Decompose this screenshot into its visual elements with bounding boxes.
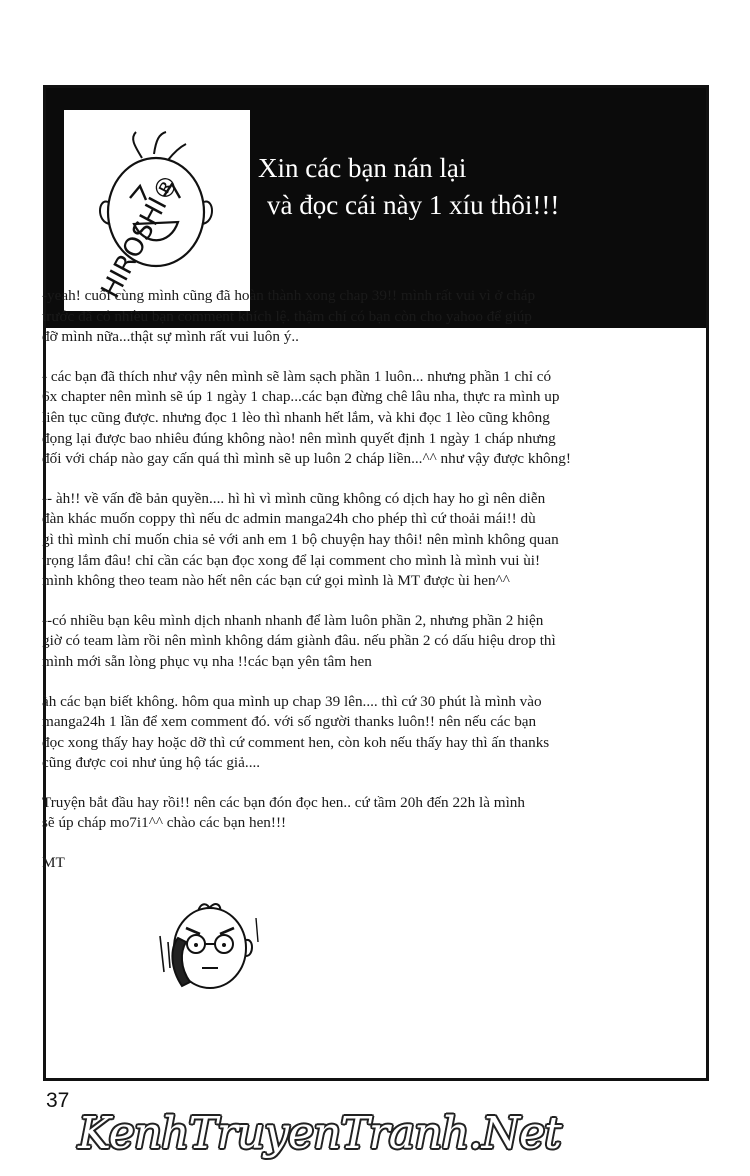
- paragraph-line: mình mới sẵn lòng phục vụ nha !!các bạn yên tâm hen: [42, 652, 372, 670]
- person-on-phone-icon: [130, 898, 260, 993]
- paragraph-3: [42, 489, 662, 592]
- paragraph-line: cũng được coi như ủng hộ tác giả....: [42, 754, 261, 772]
- phone-call-doodle: [130, 898, 260, 993]
- page-number: 37: [46, 1089, 70, 1112]
- paragraph-line: --có nhiều bạn kêu mình dịch nhanh nhanh để làm luôn phần 2, nhưng phần 2 hiện: [42, 611, 544, 629]
- paragraph-line: đỡ mình nữa...thật sự mình rất vui luôn ý..: [42, 328, 299, 346]
- paragraph-line: -- àh!! về vấn đề bản quyền.... hì hì vì mình cũng không có dịch hay ho gì nên diễn: [42, 489, 546, 507]
- paragraph-1: [42, 286, 662, 348]
- smiling-face-sketch-icon: [64, 110, 250, 311]
- paragraph-6: [42, 793, 662, 834]
- paragraph-line: liên tục cũng được. nhưng đọc 1 lèo thì nhanh hết lắm, và khi đọc 1 lèo cũng không: [42, 408, 550, 426]
- message-body: [42, 286, 662, 874]
- paragraph-4: [42, 611, 662, 673]
- sketch-signature: HIROSHI®: [95, 169, 186, 304]
- paragraph-line: đối với cháp nào gay cấn quá thì mình sẽ up luôn 2 cháp liền...^^ như vậy được không!: [42, 450, 571, 468]
- paragraph-line: đọng lại được bao nhiêu đúng không nào! nên mình quyết định 1 ngày 1 cháp nhưng: [42, 429, 556, 447]
- paragraph-line: manga24h 1 lần để xem comment đó. với số người thanks luôn!! nên nếu các bạn: [42, 713, 537, 731]
- paragraph-line: Truyện bắt đầu hay rồi!! nên các bạn đón đọc hen.. cứ tầm 20h đến 22h là mình: [42, 793, 525, 811]
- paragraph-line: mình không theo team nào hết nên các bạn cứ gọi mình là MT được ùi hen^^: [42, 572, 510, 590]
- paragraph-line: sẽ úp cháp mo7i1^^ chào các bạn hen!!!: [42, 814, 287, 832]
- paragraph-line: àh các bạn biết không. hôm qua mình up chap 39 lên.... thì cứ 30 phút là mình vào: [42, 692, 542, 710]
- paragraph-line: đọc xong thấy hay hoặc dỡ thì cứ comment hen, còn koh nếu thấy hay thì ấn thanks: [42, 733, 550, 751]
- paragraph-line: giờ có team làm rồi nên mình không dám giành đâu. nếu phần 2 có dấu hiệu drop thì: [42, 632, 556, 650]
- page-title: [258, 150, 698, 224]
- title-line-2: và đọc cái này 1 xíu thôi!!!: [267, 190, 560, 220]
- hiroshi-sketch-illustration: [64, 110, 250, 311]
- site-watermark: KenhTruyenTranh.Net: [78, 1108, 561, 1159]
- title-line-1: Xin các bạn nán lại: [258, 153, 467, 183]
- author-signature: MT: [42, 854, 65, 872]
- paragraph-line: - các bạn đã thích như vậy nên mình sẽ làm sạch phần 1 luôn... nhưng phần 1 chỉ có: [42, 367, 552, 385]
- paragraph-line: trọng lắm đâu! chỉ cần các bạn đọc xong để lại comment cho mình là mình vui ùi!: [42, 551, 541, 569]
- paragraph-line: 6x chapter nên mình sẽ úp 1 ngày 1 chap...các bạn đừng chê lâu nha, thực ra mình up: [42, 388, 560, 406]
- paragraph-line: trước đã có nhiều bạn comment khích lệ. thậm chí có bạn còn cho yahoo để giúp: [42, 307, 532, 325]
- paragraph-line: gì thì mình chỉ muốn chia sẻ với anh em 1 bộ chuyện hay thôi! nên mình không quan: [42, 530, 559, 548]
- paragraph-line: đàn khác muốn coppy thì nếu dc admin manga24h cho phép thì cứ thoải mái!! dù: [42, 510, 536, 528]
- paragraph-5: [42, 692, 662, 774]
- paragraph-line: -yeah! cuối cùng mình cũng đã hoàn thành xong chap 39!! mình rất vui vì ở cháp: [42, 287, 536, 304]
- paragraph-2: [42, 367, 662, 470]
